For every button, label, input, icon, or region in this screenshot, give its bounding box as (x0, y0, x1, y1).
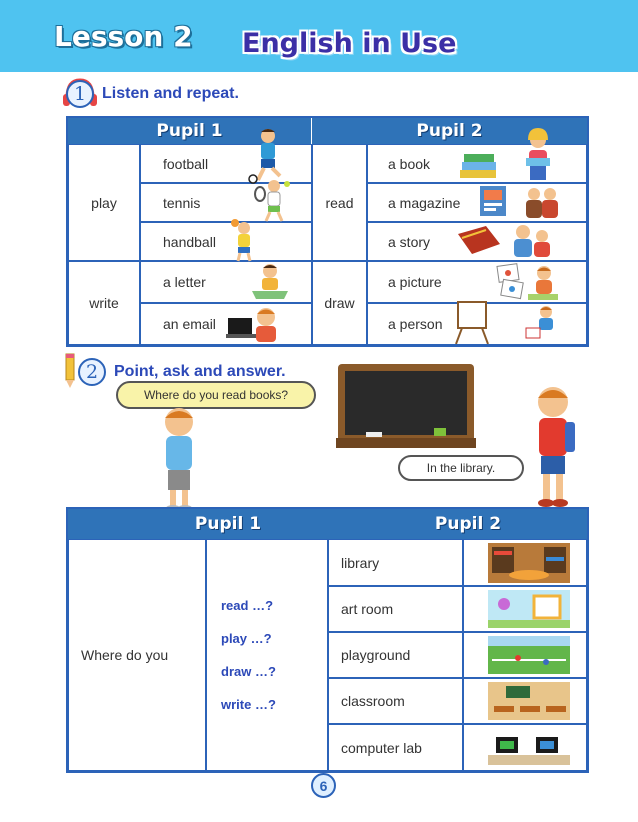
place-label: art room (341, 601, 394, 617)
table1-pupil1-label: Pupil 1 (156, 121, 223, 141)
item-cell-handball (140, 222, 312, 261)
verb-option-play: play …? (221, 631, 272, 646)
verb-cell-play (68, 144, 140, 261)
question-start-text: Where do you (81, 647, 169, 663)
verb-label: write (89, 295, 119, 311)
boy-asking-icon (156, 404, 202, 512)
storybook-icon (456, 224, 502, 258)
verb-option-read: read …? (221, 598, 274, 613)
section-2-number: 2 (78, 358, 106, 386)
boy-writing-icon (248, 261, 292, 301)
question-speech-bubble (116, 381, 316, 409)
lesson-number: Lesson 2 (54, 20, 193, 53)
item-label: a picture (388, 274, 442, 290)
footballer-icon (246, 126, 288, 184)
drawings-icon (496, 263, 526, 301)
boy-answering-icon (528, 382, 578, 510)
place-label: classroom (341, 693, 405, 709)
parent-reading-story-icon (508, 222, 558, 260)
table2-pupil2-label: Pupil 2 (434, 514, 502, 534)
tennis-player-icon (254, 178, 292, 222)
grandparents-reading-icon (520, 184, 564, 220)
verb-label: play (91, 194, 117, 211)
section-1-title: Listen and repeat. (102, 85, 239, 102)
table1-pupil2-label: Pupil 2 (416, 121, 483, 141)
verb-option-draw: draw …? (221, 664, 276, 679)
answer-text: In the library. (426, 461, 496, 475)
item-label: handball (163, 233, 216, 250)
vocabulary-table (66, 116, 589, 347)
place-cell-library (328, 539, 463, 586)
place-cell-classroom (328, 678, 463, 724)
verb-cell-write (68, 261, 140, 345)
verb-option-write: write …? (221, 697, 276, 712)
books-icon (458, 148, 504, 180)
table2-pupil1-label: Pupil 1 (194, 514, 262, 534)
pencil-icon (62, 352, 78, 390)
classroom-picture (488, 682, 570, 720)
laptop-boy-icon (226, 304, 282, 344)
boy-drawing-icon (524, 264, 562, 302)
playground-picture (488, 636, 570, 674)
item-label: tennis (163, 194, 201, 211)
section-1-number: 1 (66, 80, 94, 108)
question-text: Where do you read books? (143, 388, 289, 402)
question-answer-table (66, 507, 589, 773)
handball-player-icon (228, 218, 258, 262)
place-label: computer lab (341, 739, 422, 756)
lesson-title: English in Use (242, 28, 457, 59)
item-label: a story (388, 233, 431, 250)
library-picture (488, 543, 570, 583)
answer-speech-bubble (398, 455, 524, 481)
verb-list-cell (206, 539, 328, 771)
item-label: a magazine (388, 194, 461, 211)
easel-icon (452, 300, 492, 344)
verb-label: draw (324, 295, 355, 311)
magazine-icon (478, 184, 508, 218)
chalkboard-icon (336, 362, 476, 452)
question-start-cell (68, 539, 206, 771)
place-label: library (341, 554, 380, 571)
table2-pupil1-header (128, 509, 328, 539)
lesson-header-banner (0, 0, 638, 72)
item-label: football (163, 155, 209, 172)
section-1-heading (66, 80, 239, 108)
verb-label: read (325, 194, 354, 211)
computer-lab-picture (488, 729, 570, 767)
place-cell-computer-lab (328, 724, 463, 771)
place-label: playground (341, 647, 411, 663)
table2-pupil2-header (368, 509, 568, 539)
place-cell-playground (328, 632, 463, 678)
item-label: an email (163, 316, 216, 332)
place-cell-art-room (328, 586, 463, 632)
page-number: 6 (311, 773, 336, 798)
verb-cell-read (312, 144, 367, 261)
item-label: a book (388, 155, 431, 172)
art-room-picture (488, 590, 570, 628)
item-label: a letter (163, 274, 206, 290)
section-2-title: Point, ask and answer. (114, 363, 286, 380)
girl-reading-icon (518, 126, 558, 184)
child-drawing-person-icon (524, 304, 560, 342)
item-label: a person (388, 316, 443, 332)
verb-cell-draw (312, 261, 367, 345)
